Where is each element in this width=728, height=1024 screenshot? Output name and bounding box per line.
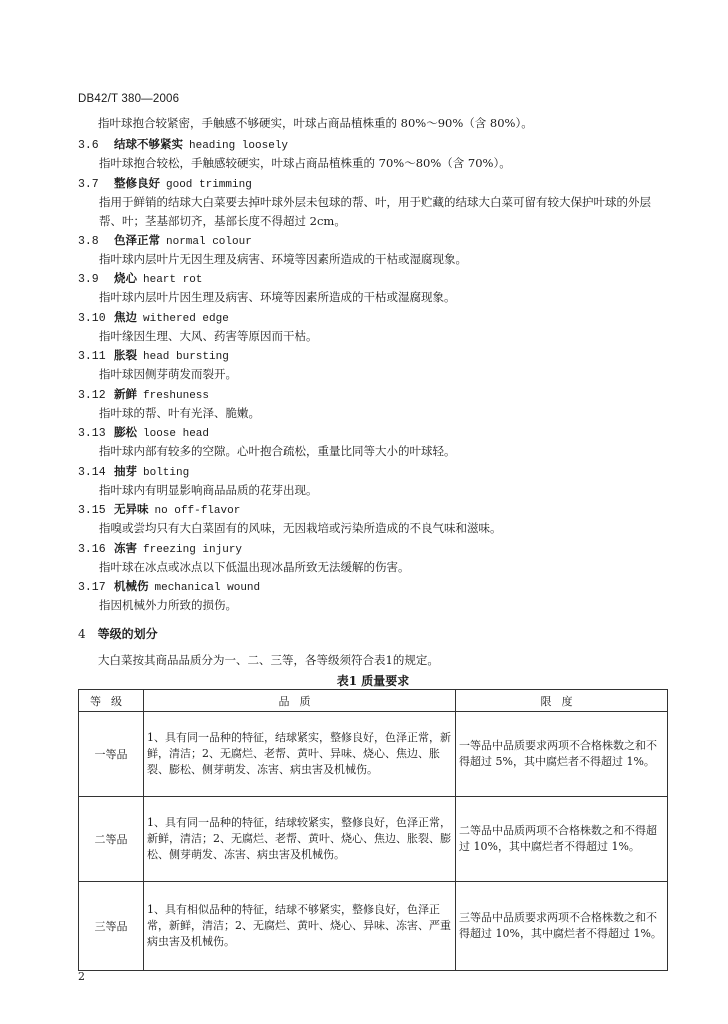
term-number: 3.7	[78, 177, 99, 191]
section-number: 4	[78, 627, 86, 641]
quality-cell: 1、具有同一品种的特征，结球较紧实，整修良好，色泽正常，新鲜，清洁；2、无腐烂、老帮、黄叶、烧心、焦边、胀裂、膨松、侧芽萌发、冻害、病虫害及机械伤。	[144, 797, 456, 882]
limit-cell: 二等品中品质两项不合格株数之和不得超过 10%，其中腐烂者不得超过 1%。	[456, 797, 668, 882]
page-number: 2	[78, 970, 85, 983]
section-title: 等级的划分	[97, 627, 158, 641]
term-definition: 指叶球内层叶片无因生理及病害、环境等因素所造成的干枯或湿腐现象。	[99, 251, 467, 266]
term-number: 3.15	[78, 504, 106, 517]
table-row	[79, 882, 668, 971]
quality-cell: 1、具有同一品种的特征，结球紧实，整修良好，色泽正常，新鲜，清洁；2、无腐烂、老帮、黄叶、异味、烧心、焦边、胀裂、膨松、侧芽萌发、冻害、病虫害及机械伤。	[144, 712, 456, 797]
term-name: 烧心	[114, 271, 137, 285]
term-name: 焦边	[114, 309, 137, 324]
quality-table	[78, 689, 668, 971]
term-number: 3.11	[78, 350, 106, 363]
term-english: heading loosely	[189, 140, 289, 152]
term-definition: 指因机械外力所致的损伤。	[99, 598, 237, 612]
term-english: bolting	[143, 466, 190, 479]
term-number: 3.17	[78, 581, 106, 594]
term-number: 3.8	[78, 234, 99, 248]
table-caption: 表1 质量要求	[336, 674, 410, 688]
term-item	[78, 385, 668, 424]
term-english: freshuness	[143, 389, 210, 402]
term-name: 抽芽	[114, 463, 137, 478]
term-definition: 指叶球在冰点或冰点以下低温出现冰晶所致无法缓解的伤害。	[99, 559, 410, 574]
term-item	[78, 577, 668, 616]
standard-code: DB42/T 380—2006	[78, 93, 180, 105]
term-definition: 指叶球抱合较松，手触感较硬实，叶球占商品植株重的 70%～80%（含 70%）。	[99, 156, 511, 170]
grade-cell: 三等品	[79, 882, 144, 971]
term-item	[78, 308, 668, 347]
header-quality: 品质	[144, 690, 456, 712]
term-name: 色泽正常	[114, 232, 160, 247]
term-number: 3.9	[78, 273, 99, 286]
section-intro: 大白菜按其商品品质分为一、二、三等，各等级须符合表1的规定。	[98, 653, 439, 667]
table-row	[79, 712, 668, 797]
term-name: 胀裂	[114, 348, 137, 362]
table-row	[79, 797, 668, 882]
term-number: 3.12	[78, 388, 106, 402]
grade-cell: 一等品	[79, 712, 144, 797]
term-definition: 指叶球内部有较多的空隙。心叶抱合疏松，重量比同等大小的叶球轻。	[99, 444, 456, 458]
term-name: 冻害	[114, 540, 137, 555]
term-item	[78, 539, 668, 578]
header-limit: 限度	[456, 690, 668, 712]
term-item	[78, 346, 668, 385]
term-number: 3.6	[78, 139, 99, 152]
term-definition: 指用于鲜销的结球大白菜要去掉叶球外层未包球的帮、叶，用于贮藏的结球大白菜可留有较大保护叶球的外层帮、叶；茎基部切齐，基部长度不得超过 2cm。	[99, 194, 651, 228]
lead-definition: 指叶球抱合较紧密，手触感不够硬实，叶球占商品植株重的 80%～90%（含 80%）。	[98, 116, 533, 130]
term-name: 结球不够紧实	[114, 137, 183, 151]
term-definition: 指叶缘因生理、大风、药害等原因而干枯。	[99, 328, 318, 343]
header-grade: 等级	[79, 690, 144, 712]
section-heading	[78, 625, 158, 642]
grade-cell: 二等品	[79, 797, 144, 882]
term-english: freezing injury	[143, 543, 243, 556]
term-definition: 指叶球因侧芽萌发而裂开。	[99, 367, 237, 381]
term-item	[78, 174, 668, 231]
limit-cell: 三等品中品质要求两项不合格株数之和不得超过 10%，其中腐烂者不得超过 1%。	[456, 882, 668, 971]
term-item	[78, 269, 668, 308]
term-english: normal colour	[166, 235, 252, 248]
term-item	[78, 423, 668, 462]
term-item	[78, 135, 668, 174]
limit-cell: 一等品中品质要求两项不合格株数之和不得超过 5%，其中腐烂者不得超过 1%。	[456, 712, 668, 797]
term-name: 膨松	[114, 425, 137, 439]
term-name: 整修良好	[114, 175, 160, 190]
term-number: 3.14	[78, 465, 106, 479]
term-english: loose head	[143, 428, 210, 440]
term-number: 3.16	[78, 542, 106, 556]
term-english: mechanical wound	[154, 582, 261, 594]
term-item	[78, 500, 668, 539]
term-item	[78, 462, 668, 501]
quality-cell: 1、具有相似品种的特征，结球不够紧实，整修良好，色泽正常，新鲜，清洁；2、无腐烂、黄叶、烧心、异味、冻害、严重病虫害及机械伤。	[144, 882, 456, 971]
term-definition: 指叶球内有明显影响商品品质的花芽出现。	[99, 482, 318, 497]
term-name: 机械伤	[114, 579, 149, 593]
term-english: no off-flavor	[154, 505, 241, 517]
term-definition: 指嗅或尝均只有大白菜固有的风味，无因栽培或污染所造成的不良气味和滋味。	[99, 521, 502, 535]
table-header-row	[79, 690, 668, 712]
term-name: 新鲜	[114, 386, 137, 401]
term-english: withered edge	[143, 312, 229, 325]
term-item	[78, 231, 668, 270]
term-number: 3.13	[78, 427, 106, 440]
term-name: 无异味	[114, 502, 149, 516]
term-english: head bursting	[143, 351, 229, 363]
term-list	[78, 135, 668, 616]
term-definition: 指叶球的帮、叶有光泽、脆嫩。	[99, 405, 260, 420]
term-english: good trimming	[166, 178, 252, 191]
term-number: 3.10	[78, 311, 106, 325]
term-definition: 指叶球内层叶片因生理及病害、环境等因素所造成的干枯或湿腐现象。	[99, 290, 456, 304]
term-english: heart rot	[143, 274, 203, 286]
